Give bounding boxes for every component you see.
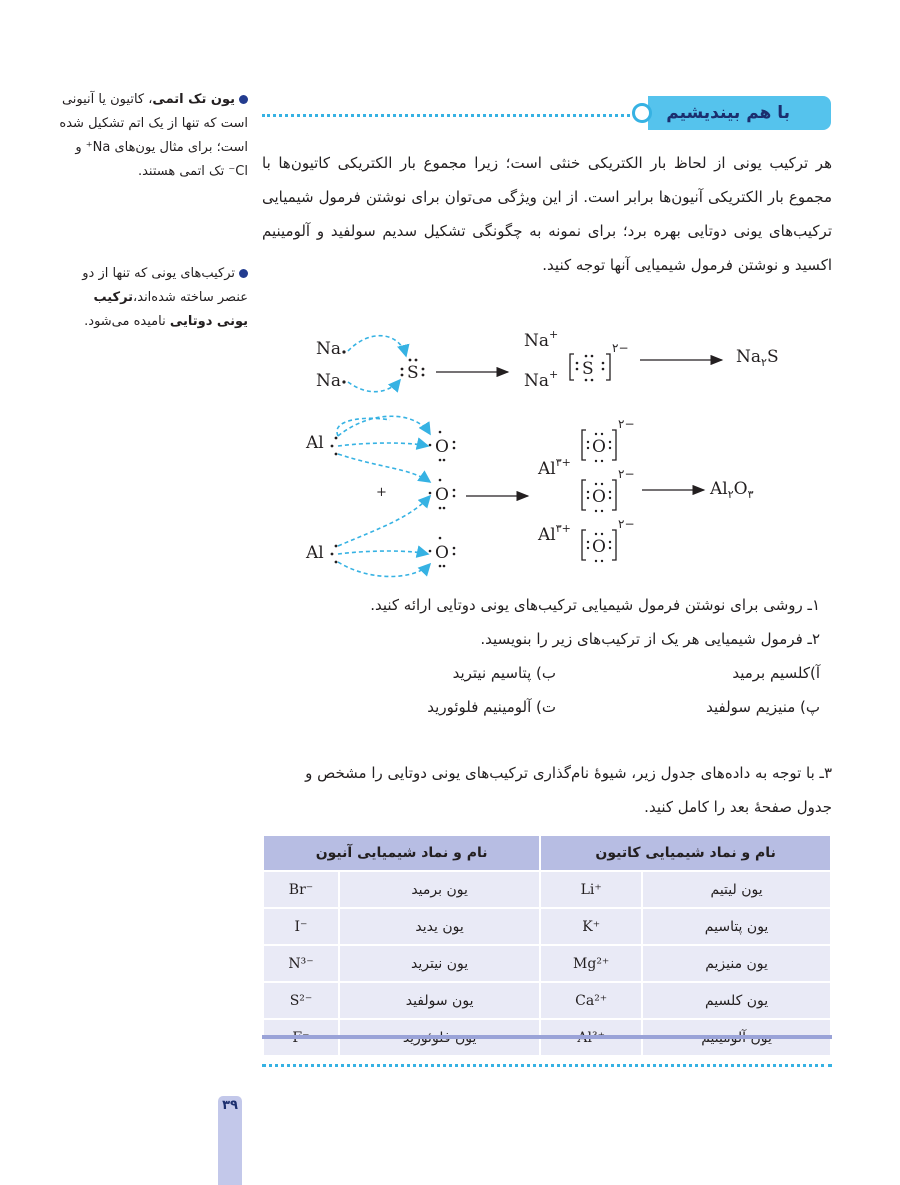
table-row: [263, 871, 831, 908]
s-atom: S: [407, 363, 419, 383]
cation-symbol: K⁺: [540, 908, 642, 945]
oxide-charge-2: ۲−: [618, 467, 635, 481]
cation-name: یون کلسیم: [642, 982, 831, 1019]
o-atom-1: O: [435, 437, 449, 457]
al-atom-2: Al: [306, 543, 324, 563]
bullet-icon: [239, 95, 248, 104]
question-2-item-a: آ)کلسیم برمید: [732, 664, 820, 682]
al-ion-1: $Al^{۳+}$: [538, 456, 571, 479]
cation-symbol: Ca²⁺: [540, 982, 642, 1019]
ion-names-table: [262, 834, 832, 1057]
cation-name: یون لیتیم: [642, 871, 831, 908]
sulfide-charge: ۲−: [612, 341, 629, 355]
footer-dotted-rule: [262, 1064, 832, 1067]
side-note-text: ترکیب‌های یونی که تنها از دو عنصر ساخته شده‌اند،: [82, 266, 248, 305]
table-row: [263, 908, 831, 945]
anion-name: یون نیترید: [339, 945, 540, 982]
al-electron-dots: [331, 437, 338, 564]
header-anion: نام و نماد شیمیایی آنیون: [263, 835, 540, 871]
electron-transfer-arrow: [348, 336, 406, 356]
question-2: ۲ـ فرمول شیمیایی هر یک از ترکیب‌های زیر را بنویسید.: [480, 630, 820, 648]
header-circle-icon: [632, 103, 652, 123]
oxide-charge-1: ۲−: [618, 417, 635, 431]
header-dotted-rule: [262, 114, 630, 117]
header-cation: نام و نماد شیمیایی کاتیون: [540, 835, 831, 871]
electron-transfer-arrow: [348, 380, 400, 392]
anion-name: یون یدید: [339, 908, 540, 945]
oxide-symbol-3: O: [592, 537, 606, 557]
side-note-term: ترکیب یونی دوتایی: [93, 290, 248, 329]
cation-symbol: Mg²⁺: [540, 945, 642, 982]
anion-symbol: Br⁻: [263, 871, 339, 908]
question-3-line-1: ۳ـ با توجه به داده‌های جدول زیر، شیوهٔ نام‌گذاری ترکیب‌های یونی دوتایی را مشخص و: [305, 764, 832, 782]
al-atom-1: Al: [306, 433, 324, 453]
intro-paragraph: هر ترکیب یونی از لحاظ بار الکتریکی خنثی است؛ زیرا مجموع بار الکتریکی کاتیون‌ها با مجموع بار الکتریکی آنیون‌ها برابر است. از این ویژگی می‌توان برای نوشتن فرمول شیمیایی ترکیب‌های یونی دوتایی بهره برد؛ برای نمونه به چگونگی تشکیل سدیم سولفید و آلومینیم اکسید و نوشتن فرمول شیمیایی آنها توجه کنید.: [262, 154, 832, 274]
side-note-term: یون تک اتمی: [152, 92, 235, 107]
al-ion-2: $Al^{۳+}$: [538, 522, 571, 545]
na-ion-2: Na+: [524, 368, 559, 391]
oxide-charge-3: ۲−: [618, 517, 635, 531]
side-note-binary-ionic: [58, 262, 248, 334]
cation-symbol: Li⁺: [540, 871, 642, 908]
anion-symbol: I⁻: [263, 908, 339, 945]
side-note-text: نامیده می‌شود.: [84, 314, 170, 329]
na-atom-2: Na: [316, 371, 342, 391]
o-atom-3: O: [435, 543, 449, 563]
table-bottom-rule: [262, 1035, 832, 1039]
section-title: با هم بیندیشیم: [666, 103, 790, 123]
page-number: ۳۹: [222, 1098, 238, 1113]
question-2-item-b: ب) پتاسیم نیترید: [452, 664, 556, 682]
question-2-item-p: پ) منیزیم سولفید: [706, 698, 820, 716]
oxide-symbol-1: O: [592, 437, 606, 457]
anion-name: یون سولفید: [339, 982, 540, 1019]
side-note-text: ، کاتیون یا آنیونی است که تنها از یک اتم تشکیل شده است؛ برای مثال یون‌های Na⁺ و Cl⁻ تک اتمی هستند.: [59, 92, 248, 179]
electron-dot: [342, 380, 345, 383]
plus-sign: +: [376, 485, 387, 500]
cation-name: یون منیزیم: [642, 945, 831, 982]
ionic-formation-diagram: [290, 318, 810, 580]
electron-dot: [342, 350, 345, 353]
o-atom-2: O: [435, 485, 449, 505]
question-3-line-2: جدول صفحهٔ بعد را کامل کنید.: [644, 798, 832, 816]
table-row: [263, 982, 831, 1019]
question-2-item-t: ت) آلومینیم فلوئورید: [427, 698, 556, 716]
sulfide-symbol: S: [582, 359, 594, 379]
table-row: [263, 945, 831, 982]
na-atom-1: Na: [316, 339, 342, 359]
table-header-row: [263, 835, 831, 871]
anion-name: یون برمید: [339, 871, 540, 908]
bullet-icon: [239, 269, 248, 278]
oxide-symbol-2: O: [592, 487, 606, 507]
anion-symbol: N³⁻: [263, 945, 339, 982]
al2o3-formula: $Al_۲O_۳$: [710, 479, 754, 501]
na2s-formula: $Na_۲S$: [736, 347, 779, 369]
cation-name: یون پتاسیم: [642, 908, 831, 945]
question-1: ۱ـ روشی برای نوشتن فرمول شیمیایی ترکیب‌های یونی دوتایی ارائه کنید.: [370, 596, 820, 614]
anion-symbol: S²⁻: [263, 982, 339, 1019]
na-ion-1: Na+: [524, 328, 559, 351]
side-note-monatomic-ion: [58, 88, 248, 184]
